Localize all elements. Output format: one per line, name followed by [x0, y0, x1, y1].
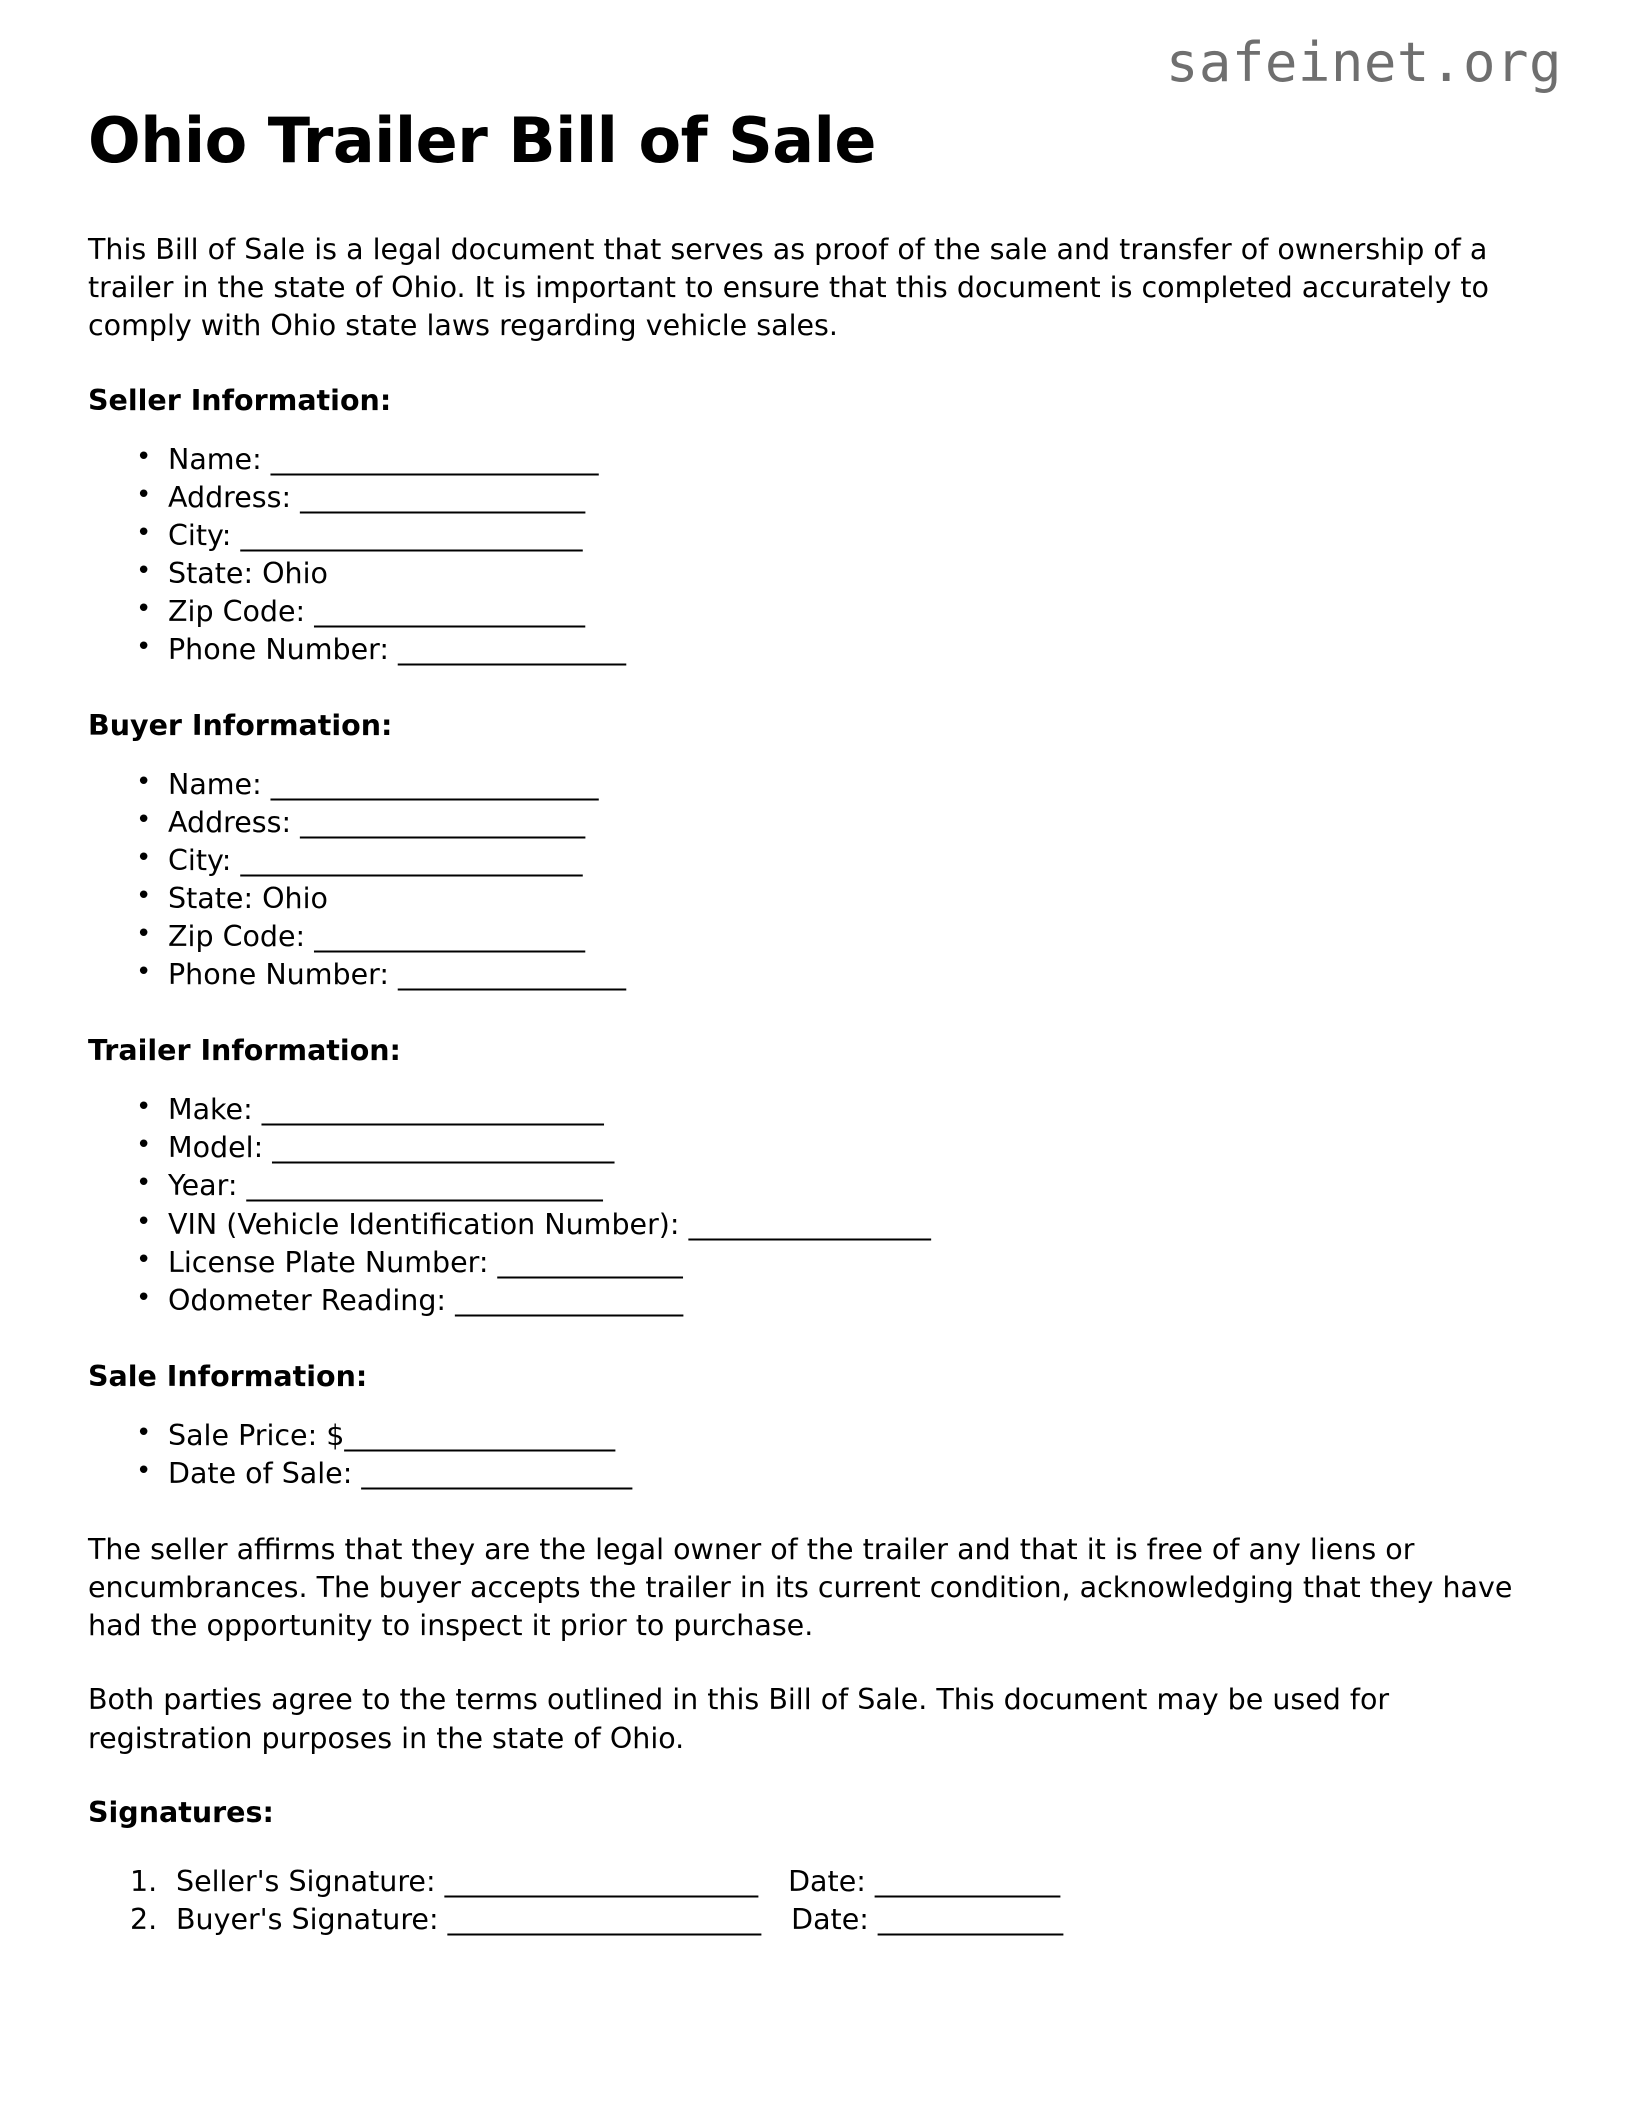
list-item[interactable]: • City: ________________________ [136, 517, 1558, 555]
list-item[interactable]: • VIN (Vehicle Identification Number): _________________ [136, 1206, 1558, 1244]
list-item[interactable]: • Zip Code: ___________________ [136, 918, 1558, 956]
list-item: • State: Ohio [136, 555, 1558, 593]
seller-information-heading: Seller Information: [88, 383, 392, 417]
list-item[interactable]: • Name: _______________________ [136, 441, 1558, 479]
affirmation-paragraph: The seller affirms that they are the legal owner of the trailer and that it is free of any liens or encumbrances. The buyer accepts the trailer in its current condition, acknowledging that they have had the opportunity to inspect it prior to purchase. [88, 1532, 1513, 1643]
list-item[interactable]: • License Plate Number: _____________ [136, 1244, 1558, 1282]
buyer-signature-label[interactable]: Buyer's Signature: ______________________ [176, 1902, 762, 1936]
trailer-information-heading: Trailer Information: [88, 1034, 401, 1068]
spacer [88, 1853, 1558, 1863]
page-title: Ohio Trailer Bill of Sale [88, 104, 876, 177]
list-item[interactable]: • Phone Number: ________________ [136, 956, 1558, 994]
signatures-heading: Signatures: [88, 1795, 274, 1829]
list-item: • State: Ohio [136, 880, 1558, 918]
buyer-signature-date[interactable]: Date: _____________ [791, 1902, 1064, 1936]
list-item[interactable]: • Address: ____________________ [136, 479, 1558, 517]
intro-paragraph: This Bill of Sale is a legal document that serves as proof of the sale and transfer of ownership of a trailer in the state of Ohio. It is important to ensure that this document is completed accurately to comply with Ohio state laws regarding vehicle sales. [88, 233, 1489, 343]
seller-information-list [88, 441, 1558, 669]
list-item[interactable]: • Name: _______________________ [136, 766, 1558, 804]
document-content [88, 104, 1558, 1939]
list-item[interactable]: • Odometer Reading: ________________ [136, 1282, 1558, 1320]
buyer-information-list [88, 766, 1558, 994]
list-item[interactable]: • Zip Code: ___________________ [136, 593, 1558, 631]
signature-row-seller[interactable] [130, 1863, 1558, 1901]
signature-row-buyer[interactable] [130, 1901, 1558, 1939]
buyer-information-heading: Buyer Information: [88, 708, 393, 742]
signatures-list [88, 1863, 1558, 1939]
seller-signature-date[interactable]: Date: _____________ [788, 1864, 1061, 1898]
trailer-information-list [88, 1091, 1558, 1319]
list-item[interactable]: • Phone Number: ________________ [136, 631, 1558, 669]
seller-signature-label[interactable]: Seller's Signature: ______________________ [176, 1864, 759, 1898]
list-item[interactable]: • Model: ________________________ [136, 1129, 1558, 1167]
list-item[interactable]: • Address: ____________________ [136, 804, 1558, 842]
list-item[interactable]: • Date of Sale: ___________________ [136, 1455, 1558, 1493]
sale-information-heading: Sale Information: [88, 1359, 368, 1393]
list-item[interactable]: • Make: ________________________ [136, 1091, 1558, 1129]
list-item[interactable]: • City: ________________________ [136, 842, 1558, 880]
list-item[interactable]: • Sale Price: $___________________ [136, 1417, 1558, 1455]
sale-information-list [88, 1417, 1558, 1493]
list-item[interactable]: • Year: _________________________ [136, 1167, 1558, 1205]
agreement-paragraph: Both parties agree to the terms outlined in this Bill of Sale. This document may be used for registration purposes in the state of Ohio. [88, 1683, 1390, 1755]
site-watermark: safeinet.org [1165, 31, 1562, 94]
